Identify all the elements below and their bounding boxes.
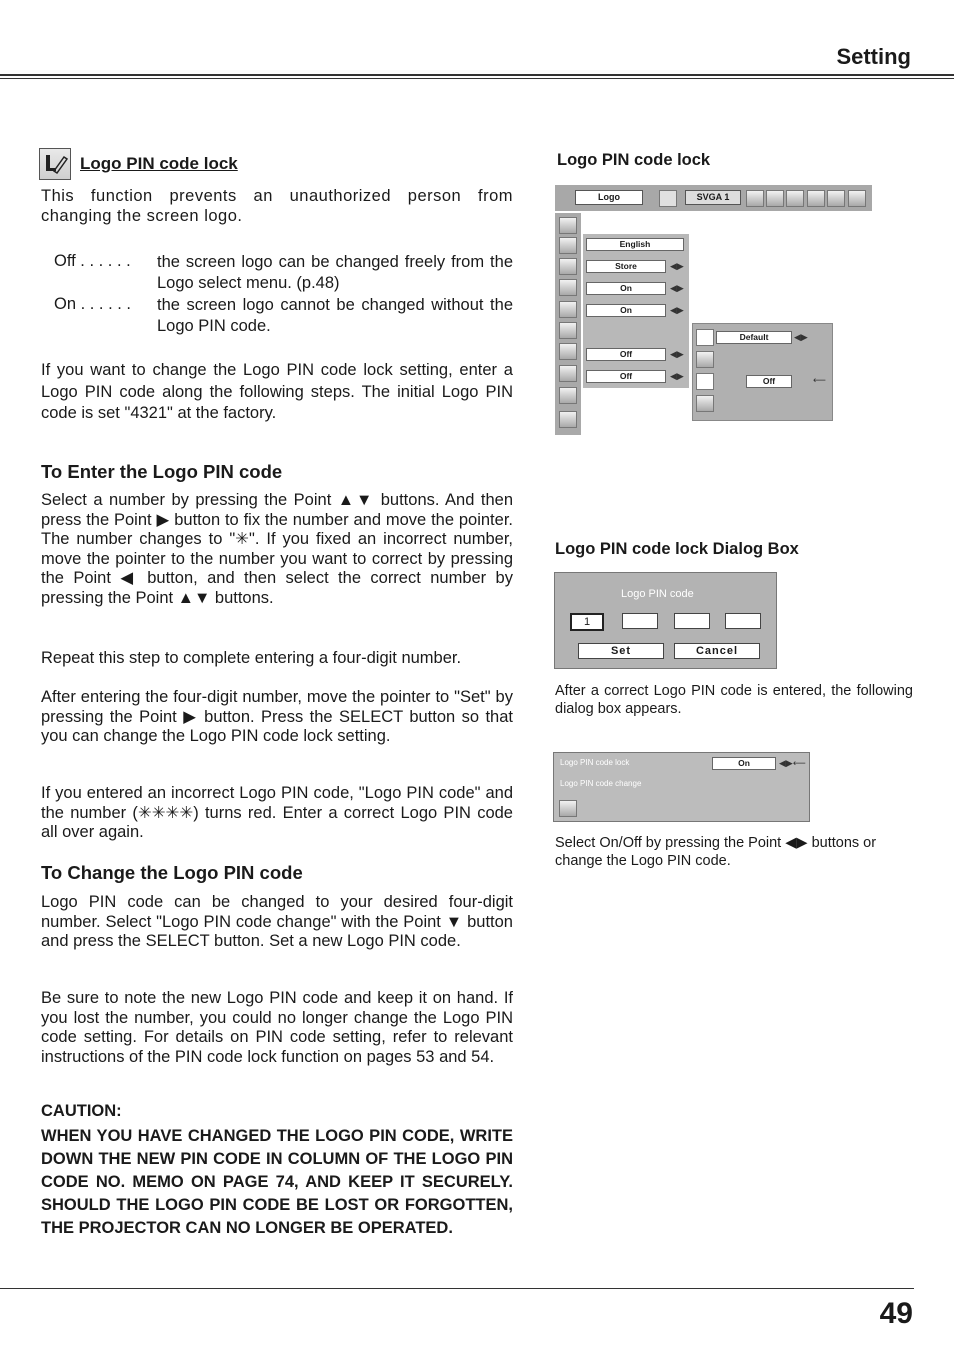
menu-value-4: On xyxy=(586,304,666,317)
enter-pin-paragraph-2: Repeat this step to complete entering a four-digit number. xyxy=(41,649,462,667)
menu-top-icon-3 xyxy=(766,190,784,207)
submenu-capture-icon xyxy=(696,351,714,368)
menu-value-language: English xyxy=(586,238,684,251)
pin-dialog xyxy=(554,572,777,669)
logo-submenu: Default ◀▶ Off ⟵ xyxy=(692,323,833,421)
menu-tab-logo: Logo xyxy=(575,190,643,205)
option-on-term: On . . . . . . xyxy=(54,295,132,313)
menu-value-store: Store xyxy=(586,260,666,273)
pin-lock-dialog: Logo PIN code lock On ◀▶⟵ Logo PIN code change xyxy=(553,752,810,822)
menu-side-icon-9 xyxy=(559,387,577,404)
change-pin-paragraph-1: Logo PIN code can be changed to your desired four-digit number. Select "Logo PIN code change" with the Point ▼ button and press the SELECT button. Set a new Logo PIN code. xyxy=(41,893,513,950)
menu-value-6: Off xyxy=(586,370,666,383)
menu-top-icon-5 xyxy=(807,190,825,207)
enter-pin-paragraph-1: Select a number by pressing the Point ▲▼ buttons. And then press the Point ▶ button to fix the number and move the pointer. The number changes to "✳". If you fixed an incorrect number, move the pointer to the number you want to correct by pressing the Point ◀ button, and then select the correct number by pressing the Point ▲▼ buttons. xyxy=(41,491,513,607)
menu-top-icon-1 xyxy=(659,190,677,207)
option-on-desc: the screen logo cannot be changed without the Logo PIN code. xyxy=(157,296,513,335)
menu-side-icon-6 xyxy=(559,322,577,339)
pin-digit-2[interactable] xyxy=(622,613,658,629)
logo-pin-icon xyxy=(39,148,71,180)
change-pin-heading: To Change the Logo PIN code xyxy=(41,862,303,883)
menu-value-5: Off xyxy=(586,348,666,361)
menu-top-icon-6 xyxy=(827,190,845,207)
enter-pin-paragraph-4: If you entered an incorrect Logo PIN code, "Logo PIN code" and the number (✳✳✳✳) turns red. Enter a correct Logo PIN code all over again. xyxy=(41,784,513,841)
menu-side-icon-10 xyxy=(559,411,577,428)
after-text: After a correct Logo PIN code is entered, the following dialog box appears. xyxy=(555,683,913,717)
menu-top-icon-4 xyxy=(786,190,804,207)
enter-pin-heading: To Enter the Logo PIN code xyxy=(41,461,283,482)
cancel-button[interactable]: Cancel xyxy=(674,643,760,659)
page-number: 49 xyxy=(879,1297,913,1330)
dialog-caption: Logo PIN code lock Dialog Box xyxy=(555,540,799,558)
caution-label: CAUTION: xyxy=(41,1102,122,1120)
pin-dialog-title: Logo PIN code xyxy=(621,588,694,600)
pin-digit-4[interactable] xyxy=(725,613,761,629)
submenu-exit-icon xyxy=(696,395,714,412)
menu-side-bar xyxy=(555,213,581,435)
submenu-value-default: Default xyxy=(716,331,792,344)
menu-signal: SVGA 1 xyxy=(685,190,741,205)
enter-pin-paragraph-3: After entering the four-digit number, move the pointer to "Set" by pressing the Point ▶ button. Press the SELECT button so that you can change the Logo PIN code lock setting. xyxy=(41,688,513,745)
menu-top-icon-2 xyxy=(746,190,764,207)
select-text: Select On/Off by pressing the Point ◀▶ buttons or change the Logo PIN code. xyxy=(555,835,877,869)
option-off-desc: the screen logo can be changed freely from the Logo select menu. (p.48) xyxy=(157,253,513,292)
exit-icon[interactable] xyxy=(559,800,577,817)
intro-paragraph: This function prevents an unauthorized person from changing the screen logo. xyxy=(41,187,513,225)
menu-side-icon-8 xyxy=(559,365,577,382)
menu-value-3: On xyxy=(586,282,666,295)
menu-caption: Logo PIN code lock xyxy=(557,151,711,169)
option-off-term: Off . . . . . . xyxy=(54,252,131,270)
change-pin-paragraph-2: Be sure to note the new Logo PIN code and keep it on hand. If you lost the number, you could no longer change the Logo PIN code setting. For details on PIN code setting, refer to relevant instructions of the PIN code lock function on pages 53 and 54. xyxy=(41,989,513,1066)
logo-pin-heading: Logo PIN code lock xyxy=(80,154,238,173)
menu-side-icon-1 xyxy=(559,217,577,234)
submenu-pin-lock-icon xyxy=(696,373,714,390)
menu-top-bar xyxy=(555,185,872,211)
pin-lock-value[interactable]: On xyxy=(712,757,776,770)
menu-side-icon-3 xyxy=(559,258,577,275)
menu-values-panel: English Store ◀▶ On ◀▶ On ◀▶ Off ◀▶ Off ◀▶ xyxy=(583,234,689,388)
section-title: Setting xyxy=(836,44,911,69)
menu-top-icon-7 xyxy=(848,190,866,207)
pin-lock-row-label: Logo PIN code lock xyxy=(560,758,630,767)
menu-side-icon-5 xyxy=(559,301,577,318)
submenu-value-off: Off xyxy=(746,375,792,388)
menu-side-icon-2 xyxy=(559,237,577,254)
footer-rule xyxy=(0,1288,914,1289)
caution-text: WHEN YOU HAVE CHANGED THE LOGO PIN CODE, WRITE DOWN THE NEW PIN CODE IN COLUMN OF THE LOGO PIN CODE NO. MEMO ON PAGE 74, AND KEEP IT SECURELY. SHOULD THE LOGO PIN CODE BE LOST OR FORGOTTEN, THE PROJECTOR CAN NO LONGER BE OPERATED. xyxy=(41,1127,513,1237)
change-intro-paragraph: If you want to change the Logo PIN code lock setting, enter a Logo PIN code along the following steps. The initial Logo PIN code is set "4321" at the factory. xyxy=(41,361,513,422)
pin-digit-3[interactable] xyxy=(674,613,710,629)
pin-change-row-label[interactable]: Logo PIN code change xyxy=(560,779,642,788)
submenu-logo-icon xyxy=(696,329,714,346)
header-rule xyxy=(0,74,954,76)
set-button[interactable]: Set xyxy=(578,643,664,659)
header-rule-thin xyxy=(0,78,954,79)
menu-side-icon-7 xyxy=(559,343,577,360)
menu-side-icon-4 xyxy=(559,279,577,296)
pin-digit-1[interactable]: 1 xyxy=(570,613,604,631)
